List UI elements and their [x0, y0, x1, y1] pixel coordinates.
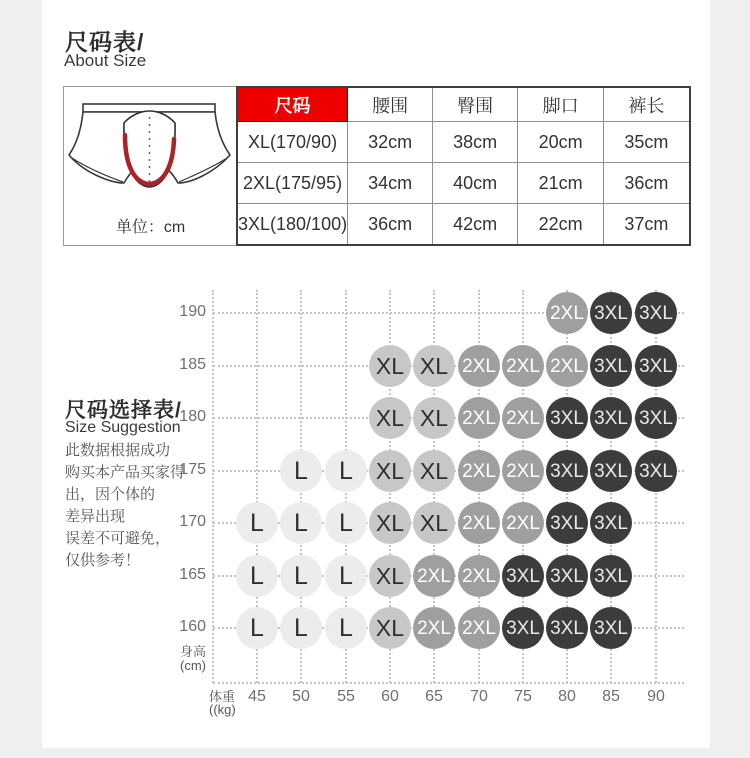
size-bubble: [546, 450, 588, 492]
size-bubble: [502, 345, 544, 387]
note-line: 出，因个体的: [65, 486, 156, 503]
size-bubble-label: 3XL: [550, 512, 584, 534]
size-bubble-label: 3XL: [639, 407, 673, 429]
chart-x-axis-title: 体重: [209, 689, 236, 704]
size-bubble-label: L: [339, 561, 353, 590]
size-bubble: [590, 502, 632, 544]
chart-x-tick-label: 55: [337, 688, 355, 705]
chart-x-tick-label: 70: [470, 688, 488, 705]
size-bubble-label: 2XL: [417, 565, 451, 587]
size-bubble-label: 3XL: [639, 460, 673, 482]
chart-x-axis-line: [213, 682, 684, 684]
chart-y-tick-label: 170: [179, 513, 206, 530]
size-bubble: [502, 607, 544, 649]
size-bubble: [325, 450, 367, 492]
chart-y-tick-label: 190: [179, 303, 206, 320]
size-bubble: [413, 397, 455, 439]
chart-x-tick-label: 85: [602, 688, 620, 705]
size-suggestion-subtitle: Size Suggestion: [65, 419, 181, 436]
size-bubble: [280, 607, 322, 649]
size-bubble-label: 3XL: [506, 617, 540, 639]
size-suggestion-chart: [42, 0, 710, 748]
size-bubble-label: 3XL: [594, 302, 628, 324]
size-bubble-label: 2XL: [550, 355, 584, 377]
size-bubble: [369, 450, 411, 492]
size-bubble: [458, 397, 500, 439]
size-table-cell-leg_opening: 22cm: [518, 204, 604, 246]
size-bubble: [369, 555, 411, 597]
size-bubble-label: L: [250, 613, 264, 642]
size-bubble-label: L: [339, 456, 353, 485]
unit-label: 单位：cm: [115, 219, 186, 236]
size-table-cell-size: 2XL(175/95): [237, 163, 348, 204]
size-bubble: [590, 292, 632, 334]
size-bubble: [236, 555, 278, 597]
chart-x-tick-label: 45: [248, 688, 266, 705]
size-bubble-label: 3XL: [594, 460, 628, 482]
size-bubble: [590, 397, 632, 439]
size-table-cell-hip: 42cm: [433, 204, 518, 246]
size-bubble: [590, 450, 632, 492]
size-bubble: [635, 397, 677, 439]
size-bubble-label: XL: [419, 457, 449, 484]
size-bubble: [546, 607, 588, 649]
size-table-header-length: 裤长: [604, 87, 690, 122]
note-line: 购买本产品买家得: [65, 464, 186, 481]
size-bubble-label: XL: [419, 404, 449, 431]
size-bubble-label: XL: [375, 614, 405, 641]
chart-y-tick-label: 175: [179, 461, 206, 478]
size-bubble: [413, 345, 455, 387]
size-table-header-hip: 臀围: [433, 87, 518, 122]
note-line: 差异出现: [65, 508, 126, 525]
size-bubble: [236, 502, 278, 544]
size-bubble: [280, 555, 322, 597]
chart-y-axis-line: [212, 290, 214, 683]
note-line: 此数据根据成功: [65, 442, 171, 459]
size-bubble: [369, 397, 411, 439]
size-bubble-label: 3XL: [639, 302, 673, 324]
size-bubble: [635, 450, 677, 492]
size-bubble: [590, 345, 632, 387]
size-bubble-label: 3XL: [639, 355, 673, 377]
size-table-header-size: 尺码: [237, 87, 348, 122]
size-bubble-label: 3XL: [594, 407, 628, 429]
chart-y-tick-label: 165: [179, 566, 206, 583]
chart-y-tick-label: 185: [179, 356, 206, 373]
size-bubble: [458, 607, 500, 649]
size-bubble: [546, 292, 588, 334]
size-bubble-label: 2XL: [417, 617, 451, 639]
size-bubble: [546, 397, 588, 439]
chart-y-tick-label: 180: [179, 408, 206, 425]
size-bubble-label: 3XL: [550, 460, 584, 482]
size-bubble: [502, 502, 544, 544]
size-bubble-label: 2XL: [506, 460, 540, 482]
size-bubble: [590, 555, 632, 597]
size-chart-subtitle: About Size: [64, 51, 147, 70]
size-table-header-waist: 腰围: [348, 87, 433, 122]
size-table-cell-size: XL(170/90): [237, 122, 348, 163]
size-bubble: [369, 607, 411, 649]
size-bubble-label: 3XL: [594, 617, 628, 639]
chart-y-axis-title: (cm): [180, 658, 206, 673]
size-bubble-label: 3XL: [550, 407, 584, 429]
size-bubble-label: XL: [375, 404, 405, 431]
size-chart-title: 尺码表/: [65, 29, 145, 55]
size-bubble: [280, 502, 322, 544]
chart-x-tick-label: 80: [558, 688, 576, 705]
size-bubble: [546, 502, 588, 544]
size-bubble: [325, 502, 367, 544]
chart-x-tick-label: 90: [647, 688, 665, 705]
size-bubble-label: 2XL: [462, 460, 496, 482]
size-table-cell-waist: 34cm: [348, 163, 433, 204]
size-bubble-label: 2XL: [506, 407, 540, 429]
size-bubble-label: 3XL: [550, 565, 584, 587]
chart-x-tick-label: 50: [292, 688, 310, 705]
size-bubble: [458, 502, 500, 544]
size-bubble-label: 2XL: [462, 617, 496, 639]
size-bubble-label: L: [294, 613, 308, 642]
size-bubble-label: L: [294, 456, 308, 485]
size-bubble-label: 2XL: [506, 512, 540, 534]
size-table-cell-waist: 32cm: [348, 122, 433, 163]
size-suggestion-title: 尺码选择表/: [65, 399, 182, 422]
size-bubble: [590, 607, 632, 649]
size-bubble-label: L: [250, 508, 264, 537]
size-bubble-label: 2XL: [462, 407, 496, 429]
product-size-page: [42, 0, 710, 748]
size-bubble-label: XL: [375, 457, 405, 484]
size-bubble-label: L: [339, 613, 353, 642]
size-bubble-label: 3XL: [550, 617, 584, 639]
size-bubble: [502, 397, 544, 439]
size-bubble: [236, 607, 278, 649]
size-bubble-label: 3XL: [594, 565, 628, 587]
size-bubble-label: 3XL: [594, 355, 628, 377]
note-line: 误差不可避免，: [65, 530, 171, 547]
size-bubble-label: L: [339, 508, 353, 537]
size-bubble: [458, 450, 500, 492]
size-table-cell-leg_opening: 20cm: [518, 122, 604, 163]
size-bubble-label: 2XL: [462, 565, 496, 587]
size-bubble: [502, 555, 544, 597]
size-bubble-label: XL: [419, 352, 449, 379]
size-bubble: [413, 607, 455, 649]
size-table-cell-length: 37cm: [604, 204, 690, 246]
chart-x-tick-label: 60: [381, 688, 399, 705]
size-bubble-label: XL: [419, 509, 449, 536]
size-table-cell-size: 3XL(180/100): [237, 204, 348, 246]
size-bubble: [502, 450, 544, 492]
size-bubble: [413, 450, 455, 492]
size-bubble: [458, 345, 500, 387]
size-table-cell-length: 35cm: [604, 122, 690, 163]
size-bubble: [325, 555, 367, 597]
size-bubble: [635, 292, 677, 334]
size-table-cell-hip: 38cm: [433, 122, 518, 163]
chart-y-axis-title: 身高: [179, 644, 206, 659]
size-bubble-label: XL: [375, 562, 405, 589]
size-bubble: [413, 502, 455, 544]
size-bubble-label: 2XL: [462, 512, 496, 534]
size-bubble: [325, 607, 367, 649]
size-bubble-label: 2XL: [462, 355, 496, 377]
chart-x-tick-label: 75: [514, 688, 532, 705]
size-bubble: [458, 555, 500, 597]
size-bubble: [546, 345, 588, 387]
chart-x-tick-label: 65: [425, 688, 443, 705]
size-bubble: [369, 345, 411, 387]
size-bubble-label: 3XL: [594, 512, 628, 534]
size-bubble: [413, 555, 455, 597]
size-bubble-label: 2XL: [550, 302, 584, 324]
size-bubble: [546, 555, 588, 597]
size-bubble: [280, 450, 322, 492]
size-table-cell-leg_opening: 21cm: [518, 163, 604, 204]
size-table-cell-length: 36cm: [604, 163, 690, 204]
note-line: 仅供参考！: [65, 552, 141, 569]
size-bubble-label: L: [294, 508, 308, 537]
size-bubble: [369, 502, 411, 544]
chart-y-tick-label: 160: [179, 618, 206, 635]
size-table-cell-waist: 36cm: [348, 204, 433, 246]
size-table-header-leg-opening: 脚口: [518, 87, 604, 122]
size-bubble-label: XL: [375, 509, 405, 536]
size-bubble-label: L: [250, 561, 264, 590]
size-bubble-label: XL: [375, 352, 405, 379]
size-bubble: [635, 345, 677, 387]
size-table-cell-hip: 40cm: [433, 163, 518, 204]
size-bubble-label: 2XL: [506, 355, 540, 377]
size-bubble-label: L: [294, 561, 308, 590]
size-bubble-label: 3XL: [506, 565, 540, 587]
chart-x-axis-title: ((kg): [209, 702, 236, 717]
